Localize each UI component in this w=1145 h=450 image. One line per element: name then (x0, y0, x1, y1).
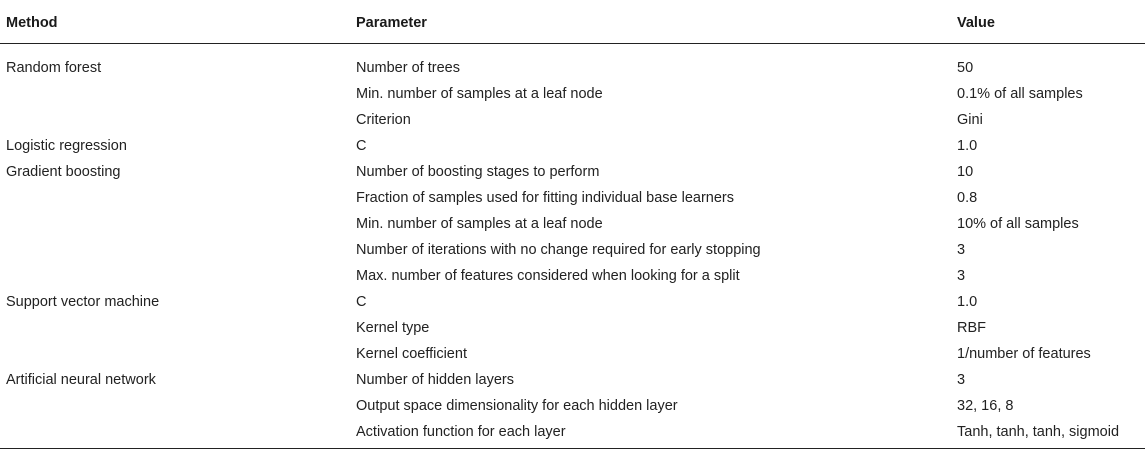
table-row (0, 133, 1145, 159)
cell-value: 1.0 (957, 294, 978, 310)
cell-value: 32, 16, 8 (957, 398, 1014, 414)
header-value: Value (957, 15, 995, 31)
cell-parameter: Number of boosting stages to perform (356, 164, 600, 180)
table-row (0, 81, 1145, 107)
table-row (0, 367, 1145, 393)
cell-parameter: Number of hidden layers (356, 372, 514, 388)
table-row (0, 315, 1145, 341)
cell-value: 10% of all samples (957, 216, 1079, 232)
cell-parameter: Number of trees (356, 60, 460, 76)
table-row (0, 289, 1145, 315)
cell-parameter: Kernel coefficient (356, 346, 467, 362)
cell-parameter: Activation function for each layer (356, 424, 566, 440)
cell-parameter: C (356, 138, 367, 154)
cell-value: Tanh, tanh, tanh, sigmoid (957, 424, 1120, 440)
table-row (0, 107, 1145, 133)
cell-value: Gini (957, 112, 983, 128)
table-header (0, 0, 1145, 44)
table-bottom-rule (0, 448, 1145, 449)
cell-value: 3 (957, 268, 966, 284)
table-row (0, 185, 1145, 211)
cell-parameter: Kernel type (356, 320, 430, 336)
cell-parameter: Output space dimensionality for each hidden layer (356, 398, 678, 414)
cell-method: Gradient boosting (6, 164, 121, 180)
table-row (0, 55, 1145, 81)
cell-parameter: Number of iterations with no change required for early stopping (356, 242, 761, 258)
cell-parameter: Criterion (356, 112, 411, 128)
cell-parameter: Max. number of features considered when looking for a split (356, 268, 740, 284)
table-row (0, 159, 1145, 185)
header-method: Method (6, 15, 58, 31)
cell-parameter: Min. number of samples at a leaf node (356, 86, 603, 102)
cell-method: Artificial neural network (6, 372, 156, 388)
cell-value: 1.0 (957, 138, 978, 154)
cell-method: Random forest (6, 60, 102, 76)
cell-value: 3 (957, 372, 966, 388)
cell-value: 1/number of features (957, 346, 1091, 362)
cell-value: 0.1% of all samples (957, 86, 1083, 102)
cell-parameter: Min. number of samples at a leaf node (356, 216, 603, 232)
cell-value: RBF (957, 320, 986, 336)
cell-value: 50 (957, 60, 974, 76)
header-parameter: Parameter (356, 15, 427, 31)
cell-parameter: Fraction of samples used for fitting individual base learners (356, 190, 734, 206)
cell-value: 10 (957, 164, 974, 180)
table-row (0, 341, 1145, 367)
table-row (0, 237, 1145, 263)
table-row (0, 393, 1145, 419)
cell-parameter: C (356, 294, 367, 310)
cell-value: 0.8 (957, 190, 978, 206)
table-row (0, 211, 1145, 237)
cell-method: Support vector machine (6, 294, 160, 310)
table-row (0, 263, 1145, 289)
cell-value: 3 (957, 242, 966, 258)
table-body (0, 44, 1145, 445)
cell-method: Logistic regression (6, 138, 127, 154)
table-row (0, 419, 1145, 445)
